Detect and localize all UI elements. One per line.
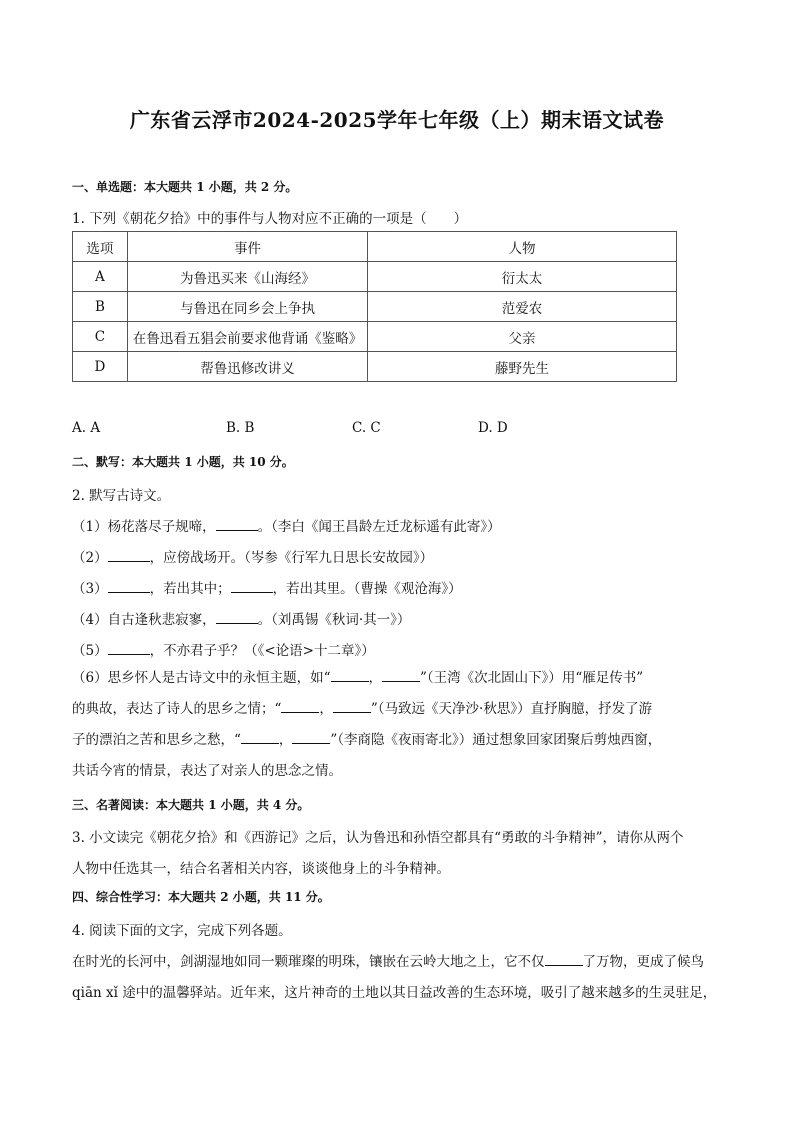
question-3-line-1: 3. 小文读完《朝花夕拾》和《西游记》之后，认为鲁迅和孙悟空都具有“勇敢的斗争精神”，请你从两个 [72, 830, 684, 846]
section-prefix: 一、单选题： [72, 180, 145, 194]
table-cell: 为鲁迅买来《山海经》 [127, 262, 367, 292]
paragraph-line [72, 694, 732, 725]
question-1-table [72, 231, 677, 382]
page-title: 广东省云浮市2024-2025学年七年级（上）期末语文试卷 [129, 108, 665, 132]
table-cell: 衍太太 [368, 262, 677, 292]
answer-option-c[interactable]: C. C [352, 420, 381, 436]
table-header-cell: 人物 [368, 232, 677, 262]
table-cell: 藤野先生 [368, 352, 677, 382]
paragraph-line [72, 725, 732, 756]
line-text: ”（李商隐《夜雨寄北》）通过想象回家团聚后剪烛西窗， [330, 732, 662, 748]
question-2-stem: 2. 默写古诗文。 [72, 488, 171, 504]
line-text: （4）自古逢秋悲寂寥， [72, 612, 216, 628]
line-text: ，应傍战场开。（岑参《行军九日思长安故园》） [149, 550, 434, 566]
line-text: 的典故，表达了诗人的思乡之情；“ [72, 701, 282, 717]
section-info: 本大题共 1 小题，共 10 分。 [132, 455, 294, 469]
section-header-classics-reading [72, 796, 309, 813]
fill-blank[interactable] [216, 518, 258, 531]
fill-blank[interactable] [241, 731, 279, 744]
line-text: 子的漂泊之苦和思乡之愁，“ [72, 732, 241, 748]
table-row [73, 292, 677, 322]
table-cell: 范爱农 [368, 292, 677, 322]
line-text: （6）思乡怀人是古诗文中的永恒主题，如“ [72, 670, 331, 686]
table-cell: 父亲 [368, 322, 677, 352]
fill-blank[interactable] [108, 580, 150, 593]
section-prefix: 四、综合性学习： [72, 890, 169, 904]
answer-option-b[interactable]: B. B [226, 420, 255, 436]
line-text: （1）杨花落尽子规啼， [72, 519, 216, 535]
table-row [73, 352, 677, 382]
line-text: 。（刘禹锡《秋词·其一》） [257, 612, 411, 628]
fill-blank[interactable] [331, 669, 369, 682]
fill-blank[interactable] [382, 669, 420, 682]
line-text: （3） [72, 581, 108, 597]
table-row [73, 262, 677, 292]
question-1-stem: 1. 下列《朝花夕拾》中的事件与人物对应不正确的一项是（ ） [72, 211, 468, 227]
answer-option-d[interactable]: D. D [478, 420, 508, 436]
line-text: ， [319, 701, 333, 717]
line-text: ”（马致远《天净沙·秋思》）直抒胸臆，抒发了游 [370, 701, 653, 717]
fill-blank[interactable] [216, 611, 258, 624]
line-text: ，不亦君子乎？（《<论语>十二章》） [149, 643, 375, 659]
question-2-line-1 [72, 515, 501, 535]
section-info: 本大题共 2 小题，共 11 分。 [168, 890, 330, 904]
table-cell: A [73, 262, 128, 292]
section-prefix: 二、默写： [72, 455, 133, 469]
answer-option-a[interactable]: A. A [72, 420, 101, 436]
table-row [73, 322, 677, 352]
section-info: 本大题共 1 小题，共 4 分。 [156, 798, 310, 812]
fill-blank[interactable] [281, 700, 319, 713]
line-text: ，若出其里。（曹操《观沧海》） [272, 581, 462, 597]
paragraph-line [72, 663, 732, 694]
question-2-line-3 [72, 577, 462, 597]
fill-blank[interactable] [108, 549, 150, 562]
line-text: ， [368, 670, 382, 686]
line-text: 。（李白《闻王昌龄左迁龙标遥有此寄》） [257, 519, 501, 535]
line-text: 了万物，更成了候鸟 [582, 954, 704, 970]
section-prefix: 三、名著阅读： [72, 798, 157, 812]
question-2-line-2 [72, 546, 433, 566]
table-header-row [73, 232, 677, 262]
fill-blank[interactable] [292, 731, 330, 744]
question-2-item-6 [72, 663, 732, 787]
fill-blank[interactable] [231, 580, 273, 593]
line-text: ，若出其中； [149, 581, 231, 597]
section-header-comprehensive-study [72, 888, 330, 905]
line-text: （2） [72, 550, 108, 566]
question-3-line-2: 人物中任选其一，结合名著相关内容，谈谈他身上的斗争精神。 [72, 861, 450, 877]
question-2-line-4 [72, 608, 410, 628]
passage-line-2: qiān xǐ 途中的温馨驿站。近年来，这片神奇的土地以其日益改善的生态环境，吸引了越来越多的生灵驻足， [72, 985, 717, 1001]
section-header-single-choice [72, 178, 297, 195]
fill-blank[interactable] [333, 700, 371, 713]
table-header-cell: 选项 [73, 232, 128, 262]
line-text: 在时光的长河中，剑湖湿地如同一颗璀璨的明珠，镶嵌在云岭大地之上，它不仅 [72, 954, 545, 970]
table-cell: 与鲁迅在同乡会上争执 [127, 292, 367, 322]
table-header-cell: 事件 [127, 232, 367, 262]
line-text: ， [278, 732, 293, 748]
fill-blank[interactable] [108, 642, 150, 655]
table-cell: 帮鲁迅修改讲义 [127, 352, 367, 382]
line-text: ”（王湾《次北固山下》）用“雁足传书” [420, 670, 644, 686]
line-text: （5） [72, 643, 108, 659]
question-4-stem: 4. 阅读下面的文字，完成下列各题。 [72, 923, 292, 939]
fill-blank[interactable] [545, 953, 583, 966]
passage-line-1 [72, 950, 704, 970]
paragraph-line: 共话今宵的情景，表达了对亲人的思念之情。 [72, 763, 342, 779]
table-cell: B [73, 292, 128, 322]
section-info: 本大题共 1 小题，共 2 分。 [144, 180, 298, 194]
table-cell: 在鲁迅看五猖会前要求他背诵《鉴略》 [127, 322, 367, 352]
table-cell: D [73, 352, 128, 382]
question-2-line-5 [72, 639, 375, 659]
table-cell: C [73, 322, 128, 352]
section-header-dictation [72, 453, 294, 470]
